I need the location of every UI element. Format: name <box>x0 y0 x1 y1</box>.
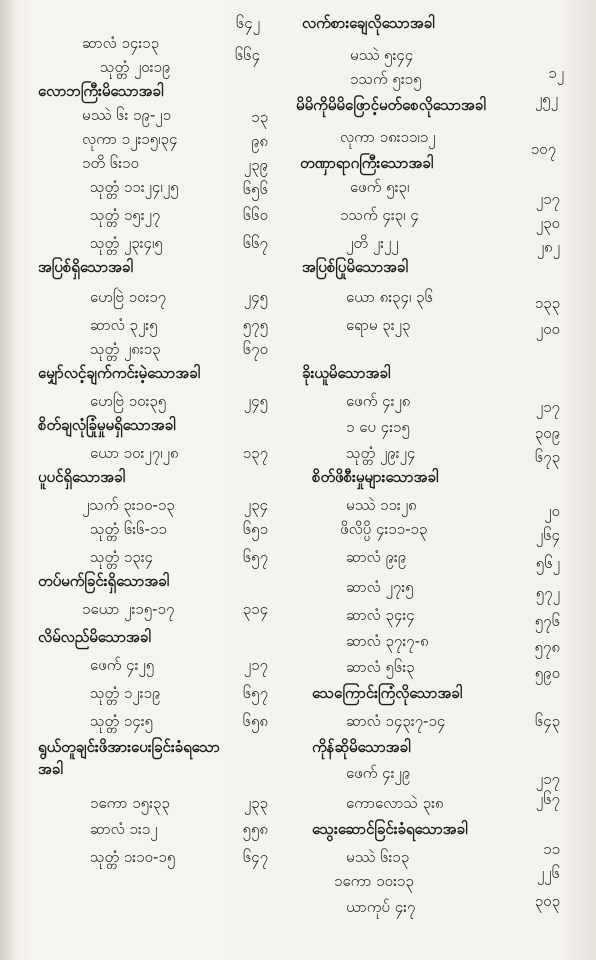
page-number: ၂၁၇ <box>243 656 268 674</box>
verse-reference: လုကာ ၁၂း၁၅၊၃၄ <box>82 130 178 148</box>
verse-reference: ၁ယော ၂း၁၅-၁၇ <box>82 600 175 618</box>
verse-reference: သုတ္တံ ၁၂း၁၉ <box>90 684 161 702</box>
page-number: ၅၇၅ <box>242 316 268 334</box>
page-number: ၂၈၂ <box>536 238 560 256</box>
verse-reference: ဆာလံ ၉း၉ <box>346 548 407 566</box>
section-heading: သေကြောင်းကြံလိုသောအခါ <box>312 684 463 702</box>
page-number: ၅၇၈ <box>534 638 560 656</box>
page-number: ၆၄၃ <box>534 712 560 730</box>
section-heading: ခိုးယူမိသောအခါ <box>302 364 391 382</box>
verse-reference: ဖေက် ၅း၃၊ <box>350 178 410 196</box>
page-number: ၆၅၆ <box>242 180 268 198</box>
verse-reference: သုတ္တံ ၁၁း၂၄၊၂၅ <box>90 178 179 196</box>
page-number: ၂၃၄ <box>243 496 268 514</box>
page-number: ၂၄၅ <box>243 392 268 410</box>
verse-reference: ယော ၈း၃၄၊ ၃၆ <box>346 288 433 306</box>
page-number: ၆၅၇ <box>242 548 268 566</box>
verse-reference: ဆာလံ ၃၂း၅ <box>90 316 158 334</box>
page-number: ၁၃၇ <box>242 444 268 462</box>
verse-reference: လုကာ ၁၈း၁၁၊၁၂ <box>340 128 436 146</box>
verse-reference: ၁သက် ၄း၃၊ ၄ <box>340 206 419 224</box>
page-number: ၆၆၀ <box>242 206 268 224</box>
page-number: ၂၁၇ <box>535 770 560 788</box>
verse-reference: မဿဲ ၅း၄၄ <box>350 46 414 64</box>
section-heading: အပြစ်ပြုမိသောအခါ <box>302 258 408 276</box>
verse-reference: သုတ္တံ ၁၅း၂၇ <box>90 206 161 224</box>
section-heading: တပ်မက်ခြင်းရှိသောအခါ <box>38 572 170 590</box>
section-heading: ပူပင်ရှိသောအခါ <box>38 468 126 486</box>
verse-reference: ၁သက် ၅း၁၅ <box>350 70 422 88</box>
verse-reference: ယော ၁၀း၂၇၊၂၈ <box>90 444 179 462</box>
page-number: ၆၇၀ <box>242 340 268 358</box>
verse-reference: သုတ္တံ ၂၃း၄၊၅ <box>90 234 163 252</box>
page-number: ၂၀၀ <box>535 320 560 338</box>
verse-reference: ဆာလံ ၂၇း၅ <box>346 578 414 596</box>
page-number: ၆၄၇ <box>242 848 268 866</box>
verse-reference: ဖေက် ၄း၂၈ <box>346 392 411 410</box>
page-number: ၂၁၇ <box>535 398 560 416</box>
page-number: ၃၁၄ <box>242 600 268 618</box>
verse-reference: ဆာလံ ၁၄၃း၇-၁၄ <box>346 712 446 730</box>
page-number: ၆၇၃ <box>534 448 560 466</box>
verse-reference: မဿဲ ၆း၁၃ <box>346 848 410 866</box>
page-number: ၅၉၀ <box>534 664 560 682</box>
verse-reference: ကောလောသဲ ၃း၈ <box>346 794 444 812</box>
section-heading: လက်စားချေလိုသောအခါ <box>302 14 435 32</box>
verse-reference: ဟေဗြဲ ၁၀း၃၅ <box>90 392 167 410</box>
page-number: ၂၄၅ <box>243 288 268 306</box>
section-heading: ကိုန်ဆိုမိသောအခါ <box>312 738 411 756</box>
verse-reference: ဆာလံ ၃၇း၇-၈ <box>346 632 429 650</box>
verse-reference: သုတ္တံ ၂၉း၂၄ <box>346 444 416 462</box>
page-number: ၂၃၀ <box>535 214 560 232</box>
page-number: ၁၃၃ <box>534 294 560 312</box>
section-heading: မိမိကိုမိမိဖြောင့်မတ်စေလိုသောအခါ <box>296 96 486 114</box>
section-heading: လောဘကြီးမိသောအခါ <box>38 82 164 100</box>
section-heading: မျှော်လင့်ချက်ကင်းမဲ့သောအခါ <box>38 364 201 382</box>
verse-reference: သုတ္တံ ၁း၁၀-၁၅ <box>90 848 176 866</box>
verse-reference: ယာကုပ် ၄း၇ <box>346 898 416 916</box>
page-number: ၅၆၂ <box>535 554 560 572</box>
verse-reference: ဆာလံ ၅၆း၃ <box>346 658 415 676</box>
verse-reference: ဟေဗြဲ ၁၀း၁၇ <box>90 288 167 306</box>
page-number: ၉၈ <box>250 132 268 150</box>
verse-reference: ဖေက် ၄း၂၉ <box>346 764 411 782</box>
section-heading: စိတ်ချလုံခြုံမှုမရှိသောအခါ <box>38 416 176 434</box>
page-number: ၆၆၇ <box>242 234 268 252</box>
page-number: ၆၅၁ <box>242 520 268 538</box>
page-number: ၃၀၉ <box>534 424 560 442</box>
verse-reference: မဿဲ ၆း ၁၉-၂၁ <box>82 106 172 124</box>
page-number: ၂၆၄ <box>535 526 560 544</box>
verse-reference: ဆာလံ ၁၄း၁၃ <box>82 34 160 52</box>
page-number: ၁၂ <box>548 64 564 82</box>
verse-reference: သုတ္တံ ၁၄း၅ <box>90 712 153 730</box>
verse-reference: ဆာလံ ၃၄း၄ <box>346 606 415 624</box>
verse-reference: ရောမ ၃း၂၃ <box>346 316 411 334</box>
verse-reference: ၁ကော ၁၅း၃၃ <box>90 794 170 812</box>
page-number: ၆၆၄ <box>234 46 260 64</box>
page-number: ၂၃၃ <box>243 794 268 812</box>
section-heading: စိတ်ဖိစီးမှုများသောအခါ <box>312 468 439 486</box>
page-number: ၁၀၇ <box>530 140 556 158</box>
verse-reference: ဖိလိပ္ပိ ၄း၁၁-၁၃ <box>340 520 428 538</box>
section-heading: လိမ်လည်မိသောအခါ <box>38 628 151 646</box>
verse-reference: ၁ ပေ ၄း၁၅ <box>346 418 410 436</box>
page-number: ၁၁ <box>543 840 560 858</box>
verse-reference: ဆာလံ ၁း၁၂ <box>90 820 158 838</box>
page-number: ၅၇၂ <box>535 584 560 602</box>
verse-reference: ၂သက် ၃း၁၀-၁၃ <box>82 496 175 514</box>
verse-reference: ဖေက် ၄း၂၅ <box>90 656 155 674</box>
page-number: ၂၀ <box>544 502 560 520</box>
page-number: ၆၅၈ <box>242 712 268 730</box>
verse-reference: သုတ္တံ ၂၀း၁၉ <box>100 58 171 76</box>
page-number: ၂၂၆ <box>536 864 560 882</box>
page-number: ၆၄၂ <box>235 14 260 32</box>
section-heading: သွေးဆောင်ခြင်းခံရသောအခါ <box>312 820 468 838</box>
page-number: ၂၃၉ <box>243 156 268 174</box>
page-number: ၂၁၇ <box>535 190 560 208</box>
page-number: ၂၅၂ <box>534 90 558 108</box>
section-heading: ရွယ်တူချင်းဖိအားပေးခြင်းခံရသော <box>38 738 220 756</box>
page-number: ၁၃ <box>251 108 268 126</box>
verse-reference: ၁တိ ၆း၁၀ <box>82 154 139 172</box>
verse-reference: သုတ္တံ ၆း၆-၁၁ <box>90 520 167 538</box>
verse-reference: ၂တိ ၂း၂၂ <box>346 234 399 252</box>
page-number: ၆၅၇ <box>242 684 268 702</box>
page-number: ၂၆၇ <box>535 790 560 808</box>
page-number: ၅၇၆ <box>534 612 560 630</box>
section-heading: အခါ <box>38 760 63 778</box>
page-number: ၅၅၈ <box>242 820 268 838</box>
verse-reference: သုတ္တံ ၁၃း၄ <box>90 548 153 566</box>
verse-reference: မဿဲ ၁၁း၂၈ <box>346 496 417 514</box>
section-heading: အပြစ်ရှိသောအခါ <box>38 258 133 276</box>
section-heading: တဏှာရာဂကြီးသောအခါ <box>300 154 434 172</box>
page-number: ၃၀၃ <box>534 892 560 910</box>
verse-reference: ၁ကော ၁၀း၁၃ <box>334 872 414 890</box>
verse-reference: သုတ္တံ ၂၈း၁၃ <box>90 340 161 358</box>
